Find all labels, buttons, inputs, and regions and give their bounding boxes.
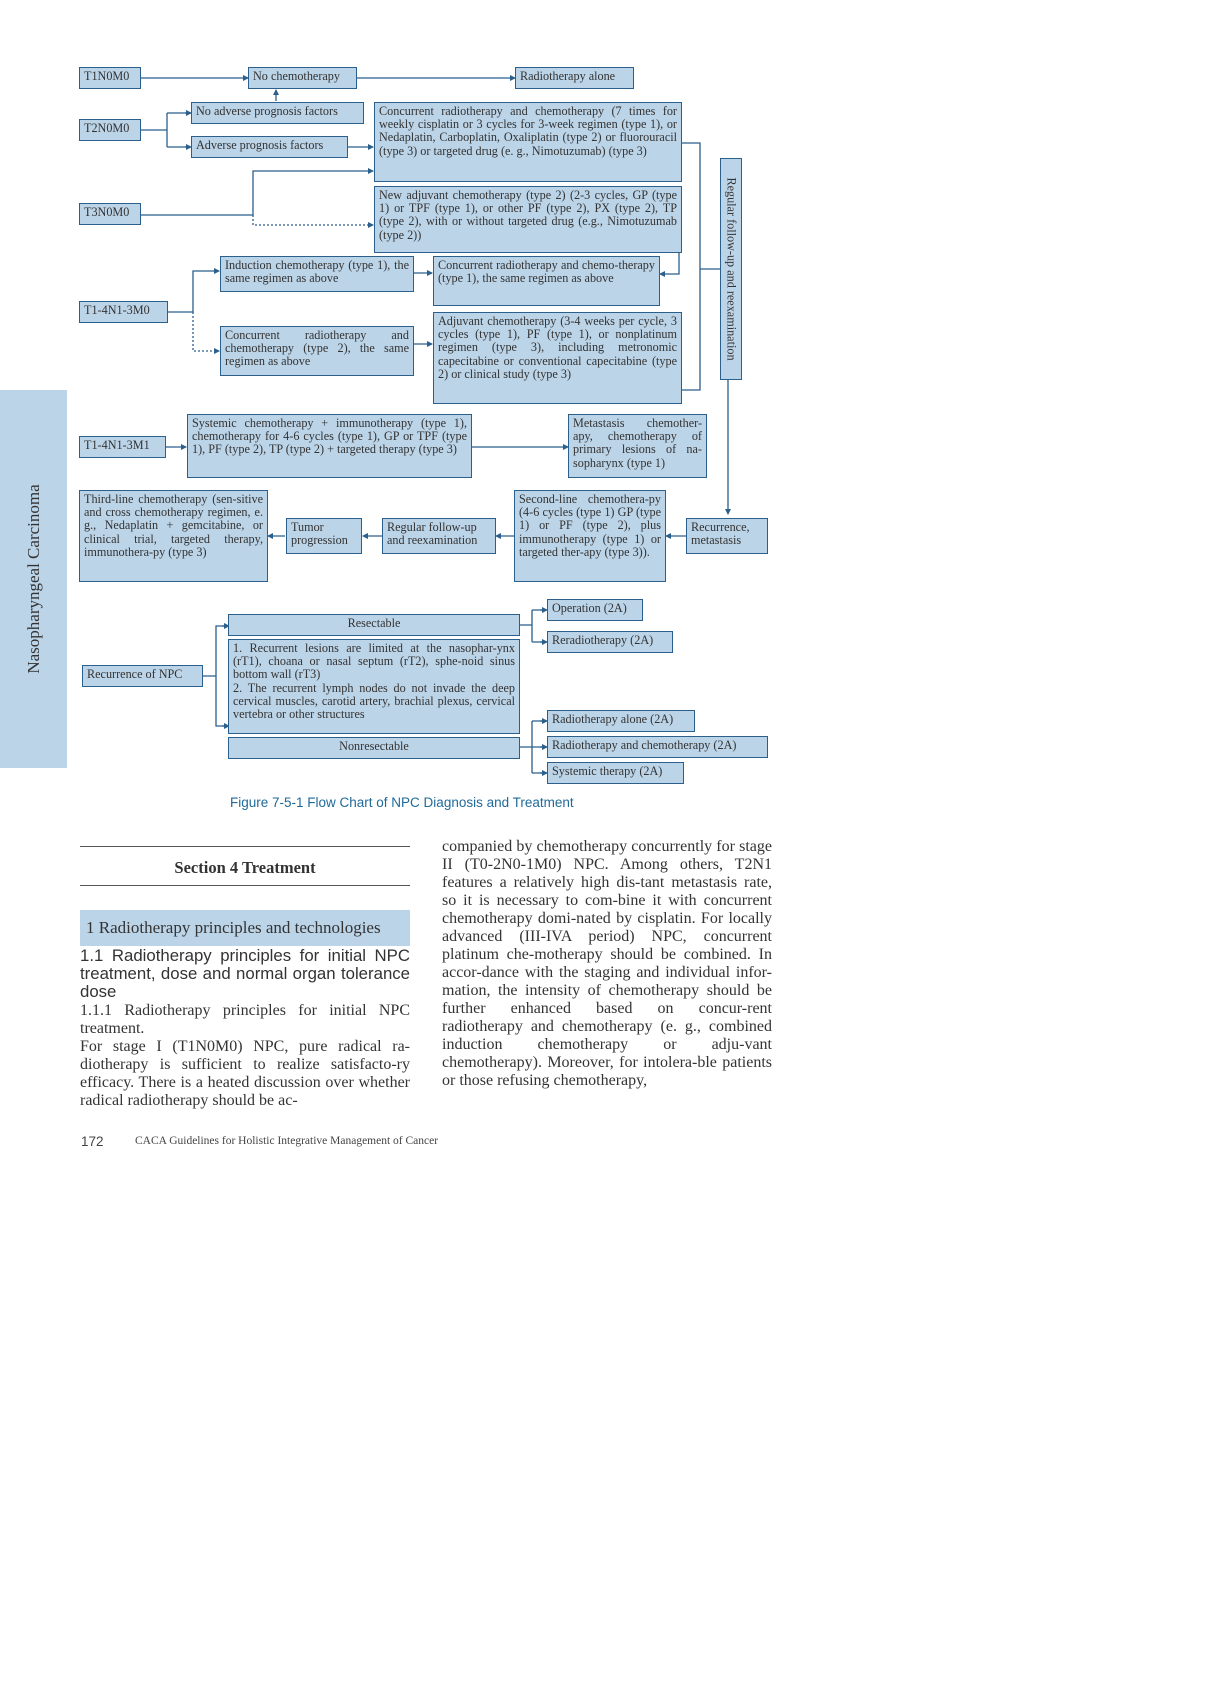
bracket-followup: [682, 143, 720, 390]
node-resectable-criteria: [228, 639, 520, 734]
node-adverse-factors: Adverse prognosis factors: [191, 136, 348, 158]
node-t3n0m0: T3N0M0: [79, 203, 141, 225]
node-systemic: Systemic chemotherapy + immunotherapy (type 1), chemotherapy for 4-6 cycles (type 1), GP or TPF (type 1), PF (type 2), TP (type 2) + targeted therapy (type 3): [187, 414, 472, 478]
section-title: Section 4 Treatment: [174, 858, 316, 877]
heading-1-1: 1.1 Radiotherapy principles for initial NPC treatment, dose and normal organ tolerance dose: [80, 946, 410, 1001]
branch-t2: [140, 113, 190, 147]
branch-t14m0: [168, 271, 219, 312]
node-no-chemotherapy: No chemotherapy: [248, 67, 357, 89]
followup-vertical-label: Regular follow-up and reexamination: [724, 177, 739, 361]
node-t1-4n1-3m0: T1-4N1-3M0: [79, 301, 168, 323]
node-induction: Induction chemotherapy (type 1), the same regimen as above: [220, 256, 414, 292]
side-chapter-label: Nasopharyngeal Carcinoma: [23, 484, 43, 674]
criteria-item-1: 1. Recurrent lesions are limited at the nasophar-ynx (rT1), choana or nasal septum (rT2), sphe-noid sinus bottom wall (rT3): [233, 641, 515, 682]
footer-book-title: CACA Guidelines for Holistic Integrative Management of Cancer: [135, 1135, 439, 1147]
node-reradiotherapy: Reradiotherapy (2A): [547, 631, 673, 653]
node-radiotherapy-alone-2a: Radiotherapy alone (2A): [547, 710, 695, 732]
node-regular-followup-vertical: [720, 158, 742, 380]
page-number: 172: [81, 1134, 104, 1149]
node-resectable: Resectable: [228, 614, 520, 636]
node-concurrent-type1: Concurrent radiotherapy and chemo-therapy (type 1), the same regimen as above: [433, 256, 660, 306]
line-t3: [140, 171, 373, 215]
branch-resectable: [520, 610, 546, 642]
node-second-line: Second-line chemothera-py (4-6 cycles (type 1) GP (type 1) or PF (type 2), plus immunotherapy (type 1) or targeted ther-apy (type 3)).: [514, 490, 666, 582]
node-operation: Operation (2A): [547, 599, 643, 621]
node-recurrence-metastasis: Recurrence, metastasis: [686, 518, 768, 554]
node-recurrence-npc: Recurrence of NPC: [82, 665, 203, 687]
subheading: 1 Radiotherapy principles and technologies: [80, 910, 410, 946]
right-paragraph: companied by chemotherapy concurrently for stage II (T0-2N0-1M0) NPC. Among others, T2N1 features a relatively high dis-tant metastasis rate, so it is necessary to com-bine it with concurrent chemotherapy domi-nated by cisplatin. For locally advanced (III-IVA period) NPC, concurrent platinum che-motherapy should be combined. In accor-dance with the staging and individual infor-mation, the intensity of chemotherapy should be further enhanced based on concur-rent radiotherapy and chemotherapy (e. g., combined induction chemotherapy or adju-vant chemotherapy). Moreover, for intolera-ble patients or those refusing chemotherapy,: [442, 838, 772, 1089]
node-t1-4n1-3m1: T1-4N1-3M1: [79, 436, 166, 458]
section-rule-bottom: [80, 885, 410, 886]
branch-recurrence: [202, 626, 228, 726]
node-tumor-progression: Tumor progression: [286, 518, 362, 554]
node-radiotherapy-alone: Radiotherapy alone: [515, 67, 634, 89]
node-nonresectable: Nonresectable: [228, 737, 520, 759]
arrow-newadj-conc1: [660, 253, 679, 274]
left-paragraph: For stage I (T1N0M0) NPC, pure radical ra-diotherapy is sufficient to realize satisfacto-ry efficacy. There is a heated discussion over whether radical radiotherapy should be ac-: [80, 1038, 410, 1109]
node-metastasis-chemo: Metastasis chemother-apy, chemotherapy of primary lesions of na-sopharynx (type 1): [568, 414, 707, 478]
node-no-adverse-factors: No adverse prognosis factors: [191, 102, 364, 124]
node-third-line: Third-line chemotherapy (sen-sitive and cross chemotherapy regimen, e. g., Nedaplatin + gemcitabine, or clinical trial, targeted therapy, immunothera-py (type 3): [79, 490, 268, 582]
section-rule-top: [80, 846, 410, 847]
node-concurrent-type2: Concurrent radiotherapy and chemotherapy (type 2), the same regimen as above: [220, 326, 414, 376]
node-radio-chemo-2a: Radiotherapy and chemotherapy (2A): [547, 736, 768, 758]
node-systemic-therapy-2a: Systemic therapy (2A): [547, 762, 684, 784]
dotted-t3-newadj: [253, 215, 373, 225]
node-new-adjuvant: New adjuvant chemotherapy (type 2) (2-3 cycles, GP (type 1) or TPF (type 1), or other PF (type 2), PX (type 2), TP (type 2), with or without targeted drug (e.g., Nimotuzumab (type 2)): [374, 186, 682, 253]
criteria-item-2: 2. The recurrent lymph nodes do not invade the deep cervical muscles, carotid artery, brachial plexus, cervical vertebra or other structures: [233, 680, 515, 722]
node-regular-followup: Regular follow-up and reexamination: [382, 518, 496, 554]
node-adjuvant: Adjuvant chemotherapy (3-4 weeks per cycle, 3 cycles (type 1), PF (type 1), or nonplatinum regimen (type 3), including metronomic capecitabine or conventional capecitabine (type 2) or clinical study (type 3): [433, 312, 682, 404]
heading-1-1-1: 1.1.1 Radiotherapy principles for initial NPC treatment.: [80, 1002, 410, 1037]
figure-caption: Figure 7-5-1 Flow Chart of NPC Diagnosis and Treatment: [230, 795, 574, 810]
node-t2n0m0: T2N0M0: [79, 119, 141, 141]
node-concurrent-main: Concurrent radiotherapy and chemotherapy (7 times for weekly cisplatin or 3 cycles for 3-week regimen (type 1), or Nedaplatin, Carboplatin, Oxaliplatin (type 2) or fluorouracil (type 3) or targeted drug (e. g., Nimotuzumab) (type 3): [374, 102, 682, 182]
dotted-t14m0: [193, 312, 219, 351]
node-t1n0m0: T1N0M0: [79, 67, 141, 89]
